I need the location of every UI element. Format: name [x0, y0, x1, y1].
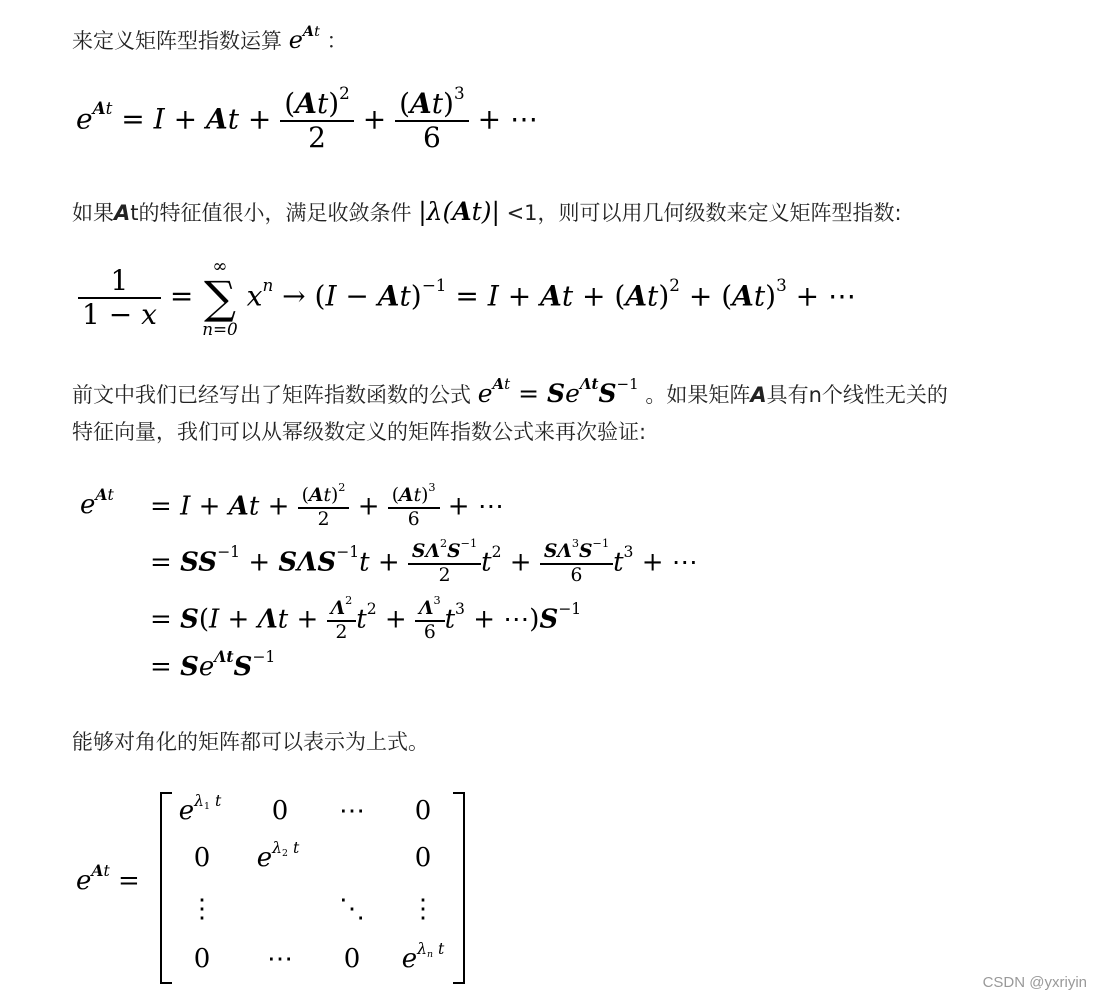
inline-math-eAt: $e^{At}$ [288, 22, 320, 54]
matrix-cell-3-1: ⋮ [189, 894, 215, 924]
matrix-cell-1-1: $e^{\lambda_1 t}$ [178, 791, 222, 826]
equation-3-lhs: $e^{At}$ [80, 484, 114, 520]
inline-math-abs-lambda: |λ(At)| [418, 197, 500, 226]
paragraph-2: 如果At的特征值很小，满足收敛条件 |λ(At)| <1，则可以用几何级数来定义矩阵型指数: [72, 197, 902, 226]
paragraph-1: 来定义矩阵型指数运算 $e^{At}$ ： [72, 22, 348, 54]
fraction-line2-a: $\frac{S\Lambda^2S^{-1}}{2}$ [408, 541, 481, 586]
fraction-line1-a: $\frac{(At)^2}{2}$ [298, 485, 350, 530]
matrix-cell-4-4: $e^{\lambda_n t}$ [401, 939, 445, 974]
equation-1: $e^{At} = I + At$ + $\frac{(At)^2}{2}$ + $\frac{(At)^3}{6}$ + ⋯ [76, 82, 538, 155]
paragraph-3: 前文中我们已经写出了矩阵指数函数的公式 $e^{At} = Se^{\Lambda t}S^{-1}$ 。如果矩阵A具有n个线性无关的 [72, 375, 948, 408]
equation-3-line-3: = S(I + Λt + $\frac{\Lambda^2}{2}$ $t^2$ + $\frac{\Lambda^3}{6}$ $t^3$ + $\cdots)S^{-1}$ [150, 594, 582, 643]
fraction-At2-over-2: $\frac{(At)^2}{2}$ [280, 88, 354, 154]
paragraph-5: 能够对角化的矩阵都可以表示为上式。 [72, 730, 429, 754]
fraction-At3-over-6: $\frac{(At)^3}{6}$ [395, 88, 469, 154]
equation-3-line-2: = $SS^{-1} + S\Lambda S^{-1}t$ + $\frac{S\Lambda^2S^{-1}}{2}$ $t^2$ + $\frac{S\Lambda^3S^{-1}}{6}$ $t^3$ + ⋯ [150, 537, 698, 586]
summation: ∞ ∑ n=0 [202, 256, 238, 339]
matrix-equation-lhs: $e^{At}$ = [76, 860, 140, 896]
inline-math-SeAtS: $e^{At} = Se^{\Lambda t}S^{-1}$ [477, 375, 639, 408]
matrix-cell-4-2: ⋯ [267, 944, 293, 974]
fraction-1-over-1-minus-x: $\frac{1}{1 - x}$ [78, 265, 161, 331]
paragraph-4: 特征向量，我们可以从幂级数定义的矩阵指数公式来再次验证: [72, 420, 647, 444]
matrix-cell-3-4: ⋮ [410, 894, 436, 924]
matrix-cell-1-3: ⋯ [339, 796, 365, 826]
matrix-cell-3-3: ⋱ [339, 894, 365, 924]
equation-3-line-4: = $Se^{\Lambda t}S^{-1}$ [150, 646, 276, 682]
matrix-cell-2-1: 0 [193, 843, 211, 873]
equation-3-line-1: = I + At + $\frac{(At)^2}{2}$ + $\frac{(At)^3}{6}$ + ⋯ [150, 481, 504, 530]
fraction-line3-a: $\frac{\Lambda^2}{2}$ [327, 598, 357, 643]
fraction-line2-b: $\frac{S\Lambda^3S^{-1}}{6}$ [540, 541, 613, 586]
equation-2: $\frac{1}{1 - x}$ = ∞ ∑ n=0 $x^n \to (I - At)^{-1} = I + At + (At)^2 + (At)^3$ + ⋯ [78, 258, 856, 338]
matrix-cell-1-4: 0 [414, 796, 432, 826]
watermark: CSDN @yxriyin [982, 974, 1087, 991]
matrix-cell-2-2: $e^{\lambda_2 t}$ [256, 838, 300, 873]
fraction-line1-b: $\frac{(At)^3}{6}$ [388, 485, 440, 530]
matrix-cell-4-1: 0 [193, 944, 211, 974]
matrix-cell-1-2: 0 [271, 796, 289, 826]
matrix-cell-4-3: 0 [343, 944, 361, 974]
fraction-line3-b: $\frac{\Lambda^3}{6}$ [415, 598, 445, 643]
matrix-cell-2-4: 0 [414, 843, 432, 873]
